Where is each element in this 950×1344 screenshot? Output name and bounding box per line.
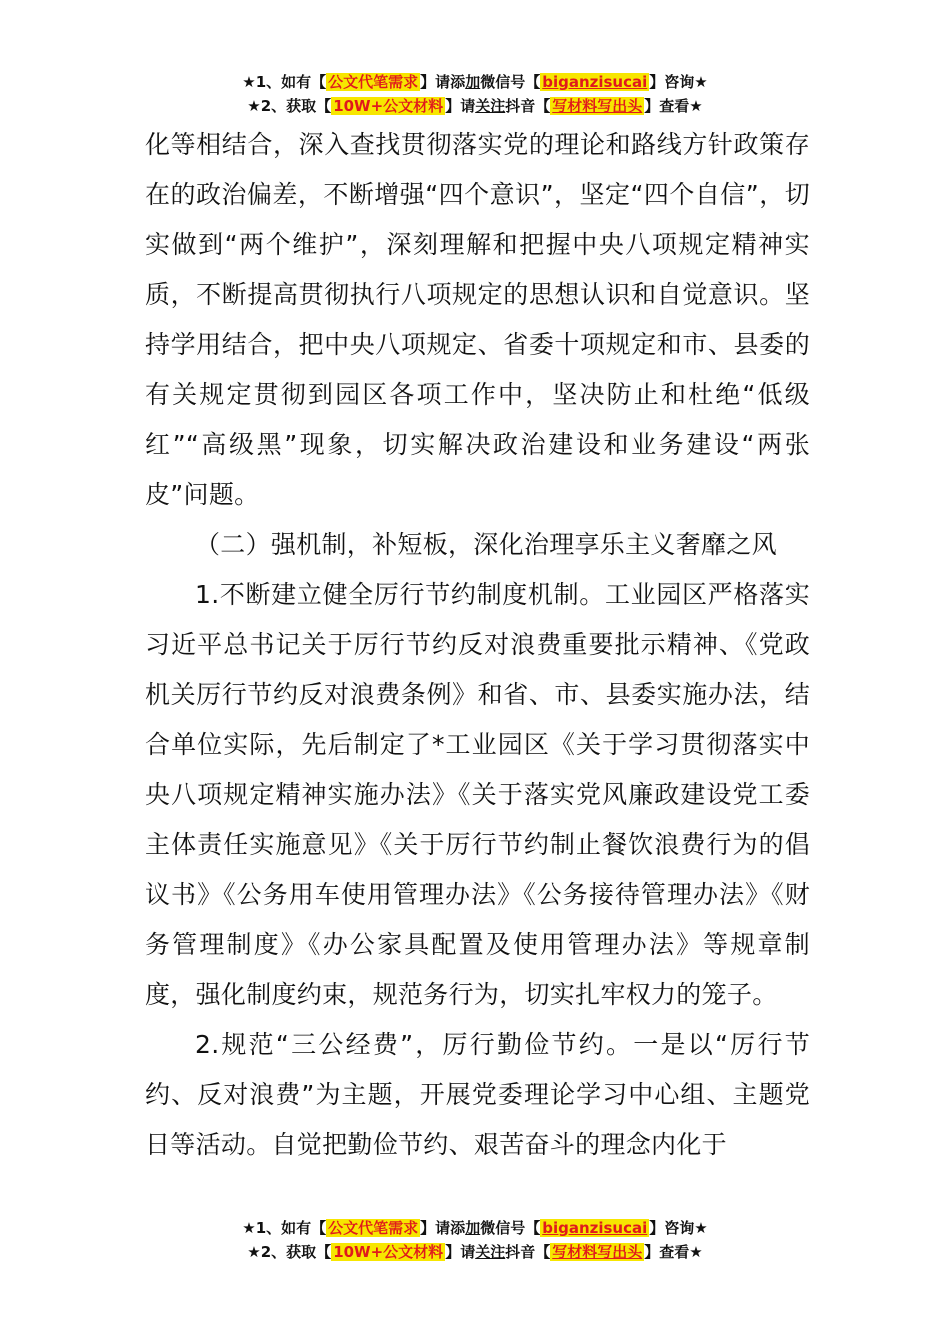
banner-text-underlined: 关注	[475, 1243, 506, 1261]
section-heading: （二）强机制，补短板，深化治理享乐主义奢靡之风	[195, 530, 777, 559]
banner-text: 】查看★	[644, 1243, 703, 1261]
banner-wechat-id: biganzisucai	[542, 73, 648, 91]
banner-douyin-id: 写材料写出头	[552, 97, 643, 115]
banner-text: 】请	[445, 1243, 476, 1261]
banner-text: 】请	[445, 97, 476, 115]
banner-text: 微信号【	[480, 1219, 541, 1237]
paragraph-item-1: 1.不断建立健全厉行节约制度机制。工业园区严格落实习近平总书记关于厉行节约反对浪费重要批示精神、《党政机关厉行节约反对浪费条例》和省、市、县委实施办法，结合单位实际，先后制定了*工业园区《关于学习贯彻落实中央八项规定精神实施办法》《关于落实党风廉政建设党工委主体责任实施意见》《关于厉行节约制止餐饮浪费行为的倡议书》《公务用车使用管理办法》《公务接待管理办法》《财务管理制度》《办公家具配置及使用管理办法》等规章制度，强化制度约束，规范务行为，切实扎牢权力的笼子。	[145, 580, 810, 1009]
top-banner	[0, 70, 950, 118]
document-body	[145, 120, 810, 1170]
banner-highlight: 10W+公文材料	[333, 1243, 444, 1261]
banner-text: 微信号【	[480, 73, 541, 91]
banner-line-1	[0, 1216, 950, 1240]
banner-text: ★1、如有【	[242, 73, 327, 91]
banner-text: 】请添	[420, 1219, 466, 1237]
banner-text: 】咨询★	[649, 1219, 708, 1237]
banner-text: ★2、获取【	[247, 97, 332, 115]
bottom-banner	[0, 1216, 950, 1264]
banner-line-2	[0, 1240, 950, 1264]
banner-line-2	[0, 94, 950, 118]
banner-wechat-id: biganzisucai	[542, 1219, 648, 1237]
banner-douyin-id: 写材料写出头	[552, 1243, 643, 1261]
banner-line-1	[0, 70, 950, 94]
banner-text-underlined: 加	[465, 73, 481, 91]
banner-text-underlined: 关注	[475, 97, 506, 115]
banner-highlight: 公文代笔需求	[328, 1219, 419, 1237]
paragraph-continuation: 化等相结合，深入查找贯彻落实党的理论和路线方针政策存在的政治偏差，不断增强“四个意识”，坚定“四个自信”，切实做到“两个维护”，深刻理解和把握中央八项规定精神实质，不断提高贯彻执行八项规定的思想认识和自觉意识。坚持学用结合，把中央八项规定、省委十项规定和市、县委的有关规定贯彻到园区各项工作中，坚决防止和杜绝“低级红”“高级黑”现象，切实解决政治建设和业务建设“两张皮”问题。	[145, 130, 810, 509]
banner-highlight: 10W+公文材料	[333, 97, 444, 115]
banner-text: 】咨询★	[649, 73, 708, 91]
banner-text: 】查看★	[644, 97, 703, 115]
banner-highlight: 公文代笔需求	[328, 73, 419, 91]
banner-text: 】请添	[420, 73, 466, 91]
banner-text: 抖音【	[505, 97, 551, 115]
paragraph-item-2: 2.规范“三公经费”，厉行勤俭节约。一是以“厉行节约、反对浪费”为主题，开展党委理论学习中心组、主题党日等活动。自觉把勤俭节约、艰苦奋斗的理念内化于	[145, 1030, 810, 1159]
banner-text: ★1、如有【	[242, 1219, 327, 1237]
banner-text: 抖音【	[505, 1243, 551, 1261]
banner-text-underlined: 加	[465, 1219, 481, 1237]
banner-text: ★2、获取【	[247, 1243, 332, 1261]
